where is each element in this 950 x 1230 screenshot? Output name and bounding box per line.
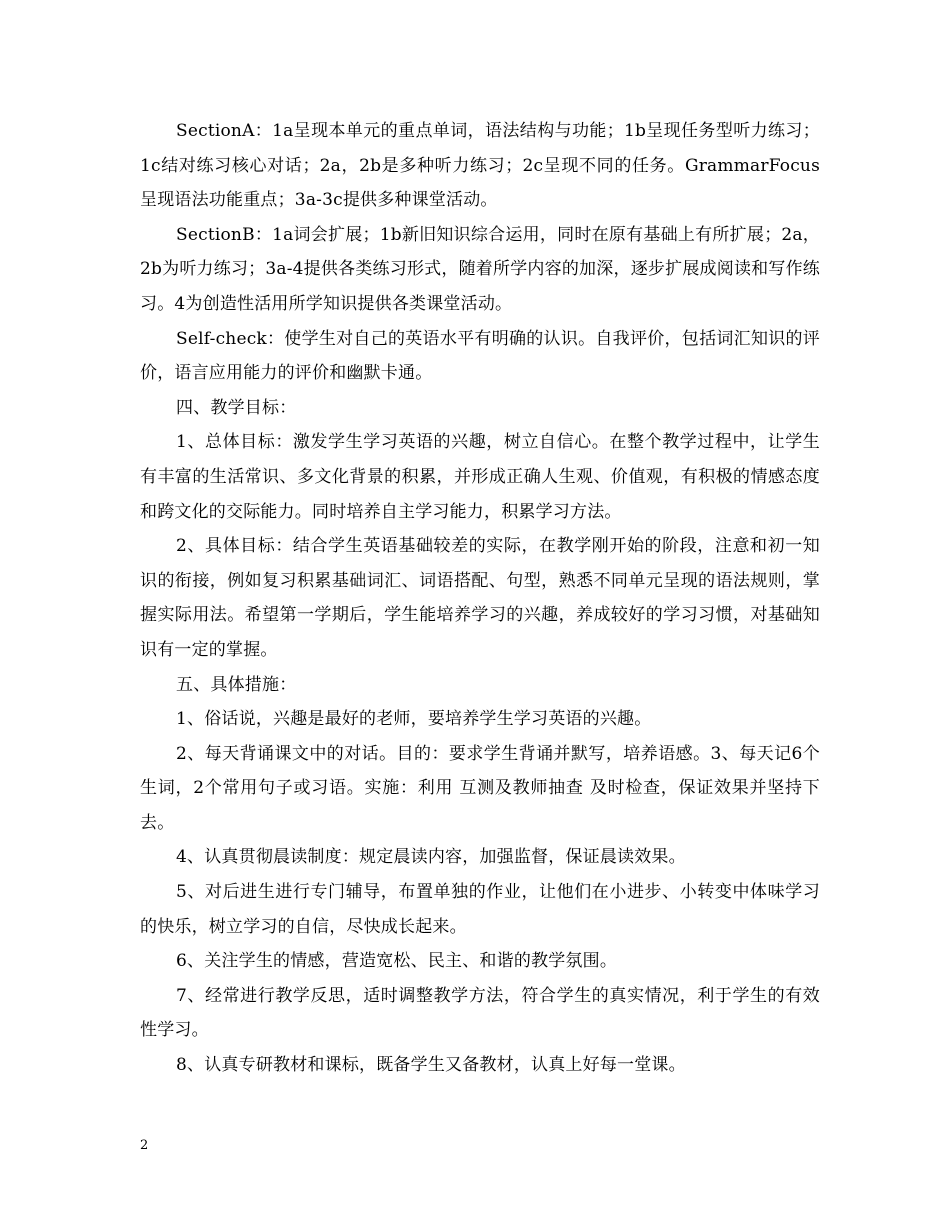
- paragraph-measure-1: 1、俗话说，兴趣是最好的老师，要培养学生学习英语的兴趣。: [176, 709, 652, 730]
- heading-specific-measures: 五、具体措施：: [176, 674, 297, 695]
- paragraph-self-check: Self-check：使学生对自己的英语水平有明确的认识。自我评价，包括词汇知识的评价，语言应用能力的评价和幽默卡通。: [140, 328, 820, 384]
- paragraph-specific-goal: 2、具体目标：结合学生英语基础较差的实际，在教学刚开始的阶段，注意和初一知识的衔接，例如复习积累基础词汇、词语搭配、句型，熟悉不同单元呈现的语法规则，掌握实际用法。希望第一学期后，学生能培养学习的兴趣，养成较好的学习习惯，对基础知识有一定的掌握。: [140, 536, 820, 660]
- paragraph-measure-7: 7、经常进行教学反思，适时调整教学方法，符合学生的真实情况，利于学生的有效性学习。: [140, 985, 820, 1041]
- page-number: 2: [140, 1138, 149, 1153]
- paragraph-measure-6: 6、关注学生的情感，营造宽松、民主、和谐的教学氛围。: [176, 951, 618, 972]
- paragraph-measure-5: 5、对后进生进行专门辅导，布置单独的作业，让他们在小进步、小转变中体味学习的快乐，树立学习的自信，尽快成长起来。: [140, 882, 820, 937]
- paragraph-overall-goal: 1、总体目标：激发学生学习英语的兴趣，树立自信心。在整个教学过程中，让学生有丰富的生活常识、多文化背景的积累，并形成正确人生观、价值观，有积极的情感态度和跨文化的交际能力。同时培养自主学习能力，积累学习方法。: [140, 432, 820, 522]
- document-body: [140, 114, 820, 1083]
- paragraph-measure-4: 4、认真贯彻晨读制度：规定晨读内容，加强监督，保证晨读效果。: [176, 847, 686, 868]
- paragraph-measure-2: 2、每天背诵课文中的对话。目的：要求学生背诵并默写，培养语感。3、每天记6个生词，2个常用句子或习语。实施：利用 互测及教师抽查 及时检查，保证效果并坚持下去。: [140, 743, 820, 833]
- heading-teaching-goals: 四、教学目标：: [176, 397, 297, 418]
- paragraph-measure-8: 8、认真专研教材和课标，既备学生又备教材，认真上好每一堂课。: [176, 1055, 686, 1076]
- paragraph-section-a: SectionA：1a呈现本单元的重点单词，语法结构与功能；1b呈现任务型听力练习；1c结对练习核心对话；2a，2b是多种听力练习；2c呈现不同的任务。GrammarFocus呈现语法功能重点；3a-3c提供多种课堂活动。: [140, 121, 820, 211]
- paragraph-section-b: SectionB：1a词会扩展；1b新旧知识综合运用，同时在原有基础上有所扩展；2a，2b为听力练习；3a-4提供各类练习形式，随着所学内容的加深，逐步扩展成阅读和写作练习。4为创造性活用所学知识提供各类课堂活动。: [140, 224, 820, 314]
